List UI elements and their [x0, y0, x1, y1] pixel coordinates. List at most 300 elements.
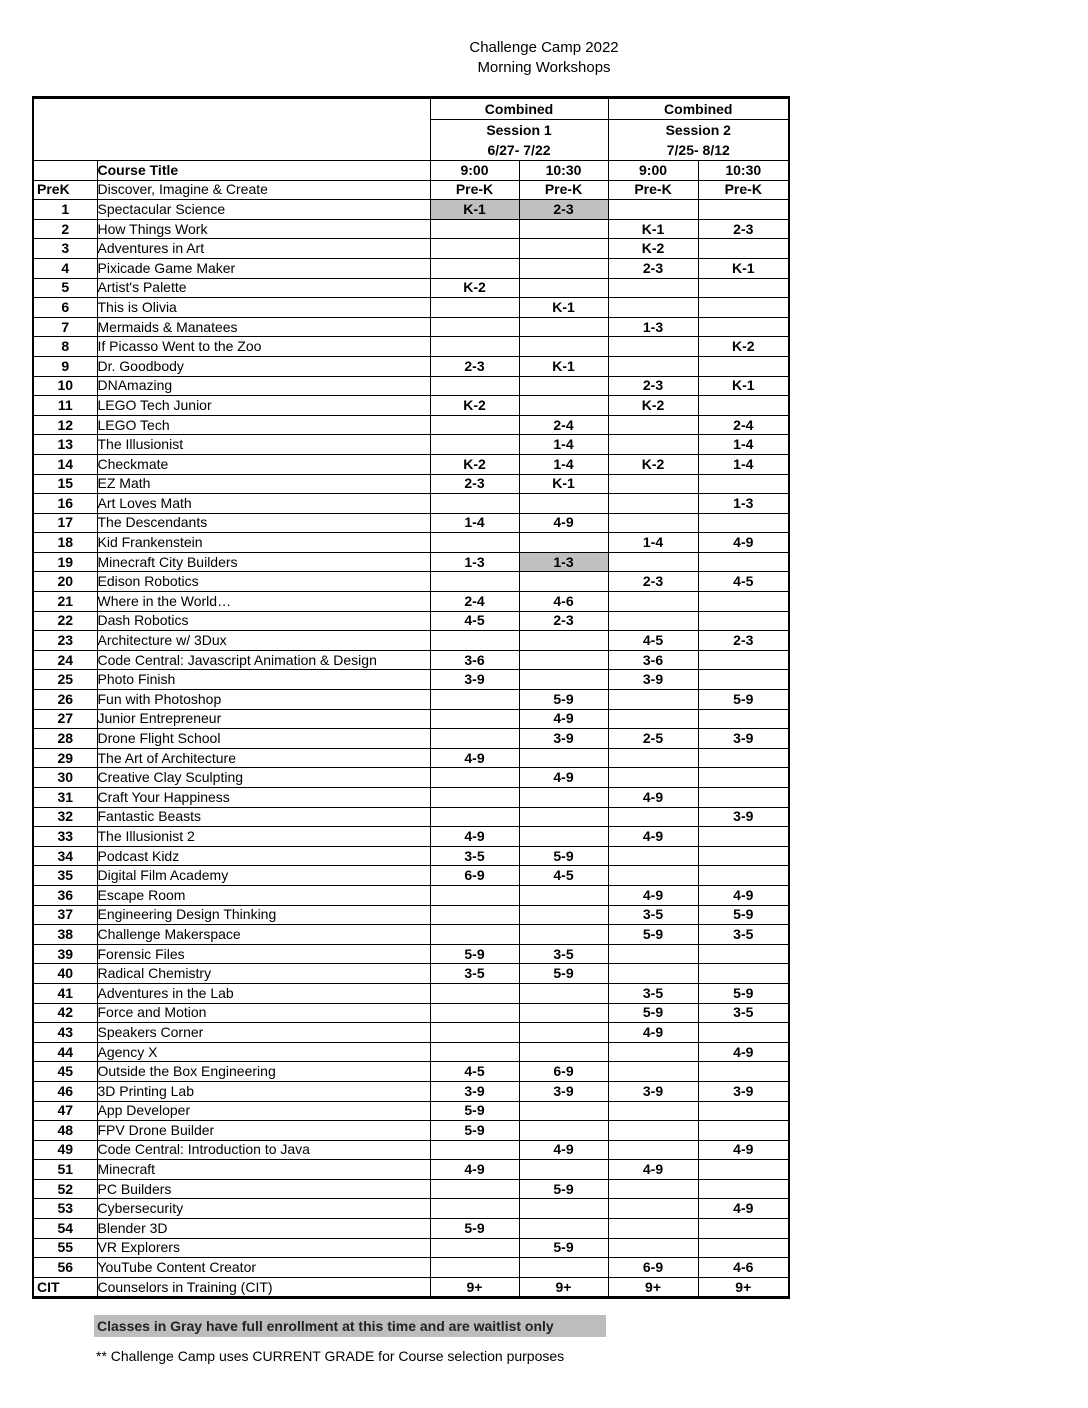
table-row: [33, 827, 789, 847]
grade-cell: 5-9: [519, 690, 608, 710]
grade-cell: [698, 611, 789, 631]
grade-cell: [698, 1101, 789, 1121]
table-row: [33, 885, 789, 905]
course-number: 26: [33, 690, 97, 710]
course-number: 47: [33, 1101, 97, 1121]
session2-combined-label: Combined: [608, 98, 789, 120]
grade-cell: [698, 1219, 789, 1239]
grade-cell: 3-5: [519, 944, 608, 964]
course-title: LEGO Tech Junior: [97, 396, 430, 416]
grade-cell: 4-6: [519, 592, 608, 612]
grade-cell: 4-5: [430, 611, 519, 631]
course-title: Creative Clay Sculpting: [97, 768, 430, 788]
course-number: 45: [33, 1062, 97, 1082]
grade-cell: [698, 768, 789, 788]
grade-cell: [698, 788, 789, 808]
course-number: 44: [33, 1042, 97, 1062]
grade-cell: [519, 494, 608, 514]
grade-cell: K-2: [608, 239, 698, 259]
course-title: Photo Finish: [97, 670, 430, 690]
table-row: [33, 611, 789, 631]
grade-cell: [608, 200, 698, 220]
grade-cell: 2-3: [608, 572, 698, 592]
grade-cell: 1-3: [519, 552, 608, 572]
grade-cell: 4-6: [698, 1258, 789, 1278]
table-row: [33, 494, 789, 514]
table-row: [33, 1258, 789, 1278]
grade-cell: [608, 278, 698, 298]
grade-cell: 1-4: [519, 435, 608, 455]
course-title: Dr. Goodbody: [97, 356, 430, 376]
course-number: 13: [33, 435, 97, 455]
course-number: 52: [33, 1179, 97, 1199]
grade-cell: [608, 944, 698, 964]
course-number: CIT: [33, 1277, 97, 1298]
grade-cell: 6-9: [430, 866, 519, 886]
course-number: 7: [33, 317, 97, 337]
table-row: [33, 1101, 789, 1121]
grade-cell: [608, 1179, 698, 1199]
grade-cell: 1-4: [608, 533, 698, 553]
grade-cell: K-2: [430, 454, 519, 474]
grade-cell: [698, 748, 789, 768]
grade-cell: 5-9: [519, 964, 608, 984]
grade-cell: [608, 1062, 698, 1082]
course-number: 49: [33, 1140, 97, 1160]
grade-cell: [430, 258, 519, 278]
course-title: Agency X: [97, 1042, 430, 1062]
grade-cell: 2-3: [608, 376, 698, 396]
table-row: [33, 513, 789, 533]
grade-cell: 3-9: [430, 1081, 519, 1101]
table-row: [33, 729, 789, 749]
grade-cell: [608, 298, 698, 318]
course-title: Podcast Kidz: [97, 846, 430, 866]
course-number: 42: [33, 1003, 97, 1023]
course-number: 23: [33, 631, 97, 651]
grade-cell: [519, 376, 608, 396]
grade-cell: 4-9: [698, 1199, 789, 1219]
grade-cell: K-1: [698, 376, 789, 396]
grade-cell: K-1: [698, 258, 789, 278]
course-title: How Things Work: [97, 219, 430, 239]
grade-cell: [519, 1042, 608, 1062]
grade-cell: 2-3: [519, 200, 608, 220]
grade-cell: 2-4: [698, 415, 789, 435]
grade-cell: [698, 827, 789, 847]
grade-cell: [430, 1003, 519, 1023]
course-number: 22: [33, 611, 97, 631]
table-row: [33, 1219, 789, 1239]
grade-cell: 3-5: [698, 925, 789, 945]
course-title: App Developer: [97, 1101, 430, 1121]
time-header: 9:00: [608, 161, 698, 181]
gray-legend: Classes in Gray have full enrollment at this time and are waitlist only: [94, 1315, 606, 1337]
course-title: The Descendants: [97, 513, 430, 533]
grade-cell: [430, 807, 519, 827]
course-number: 28: [33, 729, 97, 749]
course-number: 27: [33, 709, 97, 729]
course-number: 31: [33, 788, 97, 808]
grade-cell: [430, 239, 519, 259]
time-header: 10:30: [519, 161, 608, 181]
grade-cell: 9+: [608, 1277, 698, 1298]
course-number: 56: [33, 1258, 97, 1278]
session1-label: Session 1: [430, 120, 608, 141]
course-title: Discover, Imagine & Create: [97, 180, 430, 200]
grade-cell: [608, 807, 698, 827]
grade-cell: [698, 1179, 789, 1199]
course-title: If Picasso Went to the Zoo: [97, 337, 430, 357]
course-number: 10: [33, 376, 97, 396]
grade-cell: 3-9: [698, 1081, 789, 1101]
table-row: [33, 317, 789, 337]
course-number: 37: [33, 905, 97, 925]
grade-cell: [430, 298, 519, 318]
page-title: Challenge Camp 2022: [469, 39, 619, 56]
grade-cell: [698, 552, 789, 572]
grade-cell: 4-9: [430, 748, 519, 768]
grade-cell: [608, 611, 698, 631]
grade-cell: 4-9: [608, 1160, 698, 1180]
course-number: 18: [33, 533, 97, 553]
grade-cell: 4-5: [430, 1062, 519, 1082]
grade-cell: [608, 415, 698, 435]
session1-combined-label: Combined: [430, 98, 608, 120]
course-title: This is Olivia: [97, 298, 430, 318]
grade-cell: 2-4: [519, 415, 608, 435]
course-number: 12: [33, 415, 97, 435]
table-row: [33, 435, 789, 455]
course-number: 33: [33, 827, 97, 847]
grade-cell: [519, 905, 608, 925]
grade-cell: K-2: [698, 337, 789, 357]
grade-cell: 3-6: [608, 650, 698, 670]
table-row: [33, 1003, 789, 1023]
table-row: [33, 846, 789, 866]
grade-cell: [519, 1258, 608, 1278]
grade-cell: 5-9: [430, 1121, 519, 1141]
header-blank: [33, 98, 430, 161]
course-number: 34: [33, 846, 97, 866]
table-row: [33, 709, 789, 729]
grade-cell: [608, 1219, 698, 1239]
grade-cell: [519, 885, 608, 905]
grade-cell: 4-9: [698, 1140, 789, 1160]
course-number: PreK: [33, 180, 97, 200]
grade-cell: [698, 709, 789, 729]
grade-cell: 9+: [698, 1277, 789, 1298]
grade-cell: [519, 827, 608, 847]
session2-label: Session 2: [608, 120, 789, 141]
course-number: 6: [33, 298, 97, 318]
grade-cell: 5-9: [519, 1179, 608, 1199]
grade-cell: 5-9: [519, 846, 608, 866]
grade-cell: 3-9: [608, 670, 698, 690]
grade-cell: 3-6: [430, 650, 519, 670]
grade-cell: 1-4: [698, 435, 789, 455]
grade-cell: [519, 219, 608, 239]
grade-cell: K-2: [430, 278, 519, 298]
grade-cell: 3-5: [608, 983, 698, 1003]
course-title: PC Builders: [97, 1179, 430, 1199]
grade-cell: [698, 513, 789, 533]
grade-cell: [698, 592, 789, 612]
course-number: 54: [33, 1219, 97, 1239]
grade-cell: 2-3: [430, 356, 519, 376]
grade-cell: 1-4: [519, 454, 608, 474]
table-row: [33, 964, 789, 984]
table-row: [33, 807, 789, 827]
grade-cell: 2-3: [519, 611, 608, 631]
course-title: Mermaids & Manatees: [97, 317, 430, 337]
grade-cell: [698, 1160, 789, 1180]
grade-cell: [430, 983, 519, 1003]
grade-cell: K-1: [519, 474, 608, 494]
grade-cell: 4-9: [608, 788, 698, 808]
grade-cell: 4-5: [698, 572, 789, 592]
grade-cell: [698, 866, 789, 886]
course-number: 15: [33, 474, 97, 494]
grade-cell: [608, 1199, 698, 1219]
course-title: EZ Math: [97, 474, 430, 494]
course-number: 14: [33, 454, 97, 474]
table-row: [33, 631, 789, 651]
course-number: 17: [33, 513, 97, 533]
table-row: [33, 1160, 789, 1180]
grade-cell: 1-3: [608, 317, 698, 337]
course-title: Outside the Box Engineering: [97, 1062, 430, 1082]
grade-cell: 5-9: [698, 690, 789, 710]
course-title: Force and Motion: [97, 1003, 430, 1023]
grade-cell: Pre-K: [430, 180, 519, 200]
course-title: Digital Film Academy: [97, 866, 430, 886]
grade-cell: [608, 1042, 698, 1062]
table-row: [33, 1140, 789, 1160]
grade-cell: 3-5: [698, 1003, 789, 1023]
table-row: [33, 768, 789, 788]
course-number: 9: [33, 356, 97, 376]
grade-cell: 3-9: [519, 729, 608, 749]
course-title: LEGO Tech: [97, 415, 430, 435]
course-title: Fun with Photoshop: [97, 690, 430, 710]
course-title: Minecraft City Builders: [97, 552, 430, 572]
grade-cell: 4-9: [608, 1023, 698, 1043]
grade-cell: Pre-K: [698, 180, 789, 200]
course-number: 11: [33, 396, 97, 416]
course-title: The Illusionist 2: [97, 827, 430, 847]
course-number: 29: [33, 748, 97, 768]
course-number: 19: [33, 552, 97, 572]
grade-cell: 2-3: [608, 258, 698, 278]
course-title: Escape Room: [97, 885, 430, 905]
table-row: [33, 376, 789, 396]
course-number: 55: [33, 1238, 97, 1258]
course-title: Kid Frankenstein: [97, 533, 430, 553]
grade-cell: [608, 552, 698, 572]
page-subtitle: Morning Workshops: [477, 59, 611, 76]
course-title: Forensic Files: [97, 944, 430, 964]
grade-cell: [519, 650, 608, 670]
grade-cell: [430, 435, 519, 455]
table-row: [33, 298, 789, 318]
grade-cell: 4-9: [519, 709, 608, 729]
table-row: [33, 200, 789, 220]
grade-cell: [698, 474, 789, 494]
grade-cell: Pre-K: [608, 180, 698, 200]
grade-cell: [608, 337, 698, 357]
grade-cell: [430, 885, 519, 905]
grade-cell: 5-9: [430, 1101, 519, 1121]
grade-cell: [519, 1023, 608, 1043]
grade-cell: [608, 846, 698, 866]
grade-cell: [519, 337, 608, 357]
grade-cell: 4-9: [430, 1160, 519, 1180]
table-row: [33, 1179, 789, 1199]
table-row: [33, 592, 789, 612]
grade-cell: 5-9: [608, 925, 698, 945]
course-title: Edison Robotics: [97, 572, 430, 592]
grade-cell: [430, 1199, 519, 1219]
table-row: [33, 454, 789, 474]
grade-cell: 5-9: [430, 1219, 519, 1239]
grade-cell: K-1: [519, 298, 608, 318]
grade-cell: [608, 474, 698, 494]
table-row: [33, 1042, 789, 1062]
grade-cell: [698, 239, 789, 259]
grade-cell: [608, 1238, 698, 1258]
table-row: [33, 1023, 789, 1043]
table-row: [33, 239, 789, 259]
course-title: DNAmazing: [97, 376, 430, 396]
time-header: 9:00: [430, 161, 519, 181]
grade-cell: 4-9: [698, 885, 789, 905]
grade-cell: [430, 690, 519, 710]
grade-cell: 3-9: [698, 729, 789, 749]
course-title: Minecraft: [97, 1160, 430, 1180]
course-title: Adventures in Art: [97, 239, 430, 259]
grade-cell: [698, 356, 789, 376]
grade-cell: [698, 1062, 789, 1082]
grade-cell: [430, 415, 519, 435]
grade-cell: [698, 944, 789, 964]
grade-cell: [519, 670, 608, 690]
time-header: 10:30: [698, 161, 789, 181]
grade-cell: [430, 905, 519, 925]
course-number: 38: [33, 925, 97, 945]
table-row: [33, 278, 789, 298]
grade-cell: [430, 572, 519, 592]
course-number: 24: [33, 650, 97, 670]
grade-cell: [519, 1219, 608, 1239]
grade-cell: 4-9: [430, 827, 519, 847]
grade-cell: 4-9: [698, 533, 789, 553]
course-title: Where in the World…: [97, 592, 430, 612]
grade-cell: 2-5: [608, 729, 698, 749]
table-row: [33, 1062, 789, 1082]
table-row: [33, 905, 789, 925]
grade-footnote: ** Challenge Camp uses CURRENT GRADE for Course selection purposes: [96, 1348, 565, 1364]
grade-cell: [698, 317, 789, 337]
table-row: [33, 944, 789, 964]
course-title: Blender 3D: [97, 1219, 430, 1239]
table-row: [33, 1081, 789, 1101]
course-number: 8: [33, 337, 97, 357]
course-title: Fantastic Beasts: [97, 807, 430, 827]
table-row: [33, 258, 789, 278]
grade-cell: [519, 572, 608, 592]
grade-cell: [430, 1042, 519, 1062]
grade-cell: 4-9: [698, 1042, 789, 1062]
grade-cell: K-1: [608, 219, 698, 239]
grade-cell: [430, 729, 519, 749]
course-number: 36: [33, 885, 97, 905]
course-title: Dash Robotics: [97, 611, 430, 631]
course-title: Cybersecurity: [97, 1199, 430, 1219]
grade-cell: [698, 1121, 789, 1141]
session2-dates: 7/25- 8/12: [608, 140, 789, 161]
grade-cell: [608, 356, 698, 376]
table-row: [33, 180, 789, 200]
grade-cell: 2-3: [698, 219, 789, 239]
grade-cell: [608, 768, 698, 788]
grade-cell: 4-9: [608, 827, 698, 847]
table-row: [33, 533, 789, 553]
table-row: [33, 415, 789, 435]
course-number: 5: [33, 278, 97, 298]
grade-cell: 3-9: [608, 1081, 698, 1101]
grade-cell: [608, 435, 698, 455]
grade-cell: [698, 964, 789, 984]
course-title: Counselors in Training (CIT): [97, 1277, 430, 1298]
grade-cell: 5-9: [519, 1238, 608, 1258]
page-header: [0, 38, 1088, 78]
grade-cell: K-2: [608, 396, 698, 416]
grade-cell: 1-4: [698, 454, 789, 474]
grade-cell: K-2: [608, 454, 698, 474]
table-row: [33, 337, 789, 357]
grade-cell: [519, 748, 608, 768]
grade-cell: [519, 1160, 608, 1180]
course-number: 43: [33, 1023, 97, 1043]
grade-cell: K-2: [430, 396, 519, 416]
grade-cell: 6-9: [608, 1258, 698, 1278]
course-number: 4: [33, 258, 97, 278]
course-title: Spectacular Science: [97, 200, 430, 220]
grade-cell: [608, 1140, 698, 1160]
course-title: Speakers Corner: [97, 1023, 430, 1043]
grade-cell: 4-5: [608, 631, 698, 651]
grade-cell: [698, 396, 789, 416]
course-title: Engineering Design Thinking: [97, 905, 430, 925]
course-title: The Illusionist: [97, 435, 430, 455]
row-number-header: [33, 161, 97, 181]
grade-cell: [430, 1023, 519, 1043]
grade-cell: 3-9: [519, 1081, 608, 1101]
course-title: YouTube Content Creator: [97, 1258, 430, 1278]
course-title: Adventures in the Lab: [97, 983, 430, 1003]
grade-cell: [698, 1238, 789, 1258]
table-row: [33, 748, 789, 768]
course-title: Pixicade Game Maker: [97, 258, 430, 278]
grade-cell: [430, 219, 519, 239]
course-title: Architecture w/ 3Dux: [97, 631, 430, 651]
grade-cell: 4-9: [608, 885, 698, 905]
course-number: 53: [33, 1199, 97, 1219]
course-number: 16: [33, 494, 97, 514]
grade-cell: 5-9: [608, 1003, 698, 1023]
grade-cell: [519, 1101, 608, 1121]
